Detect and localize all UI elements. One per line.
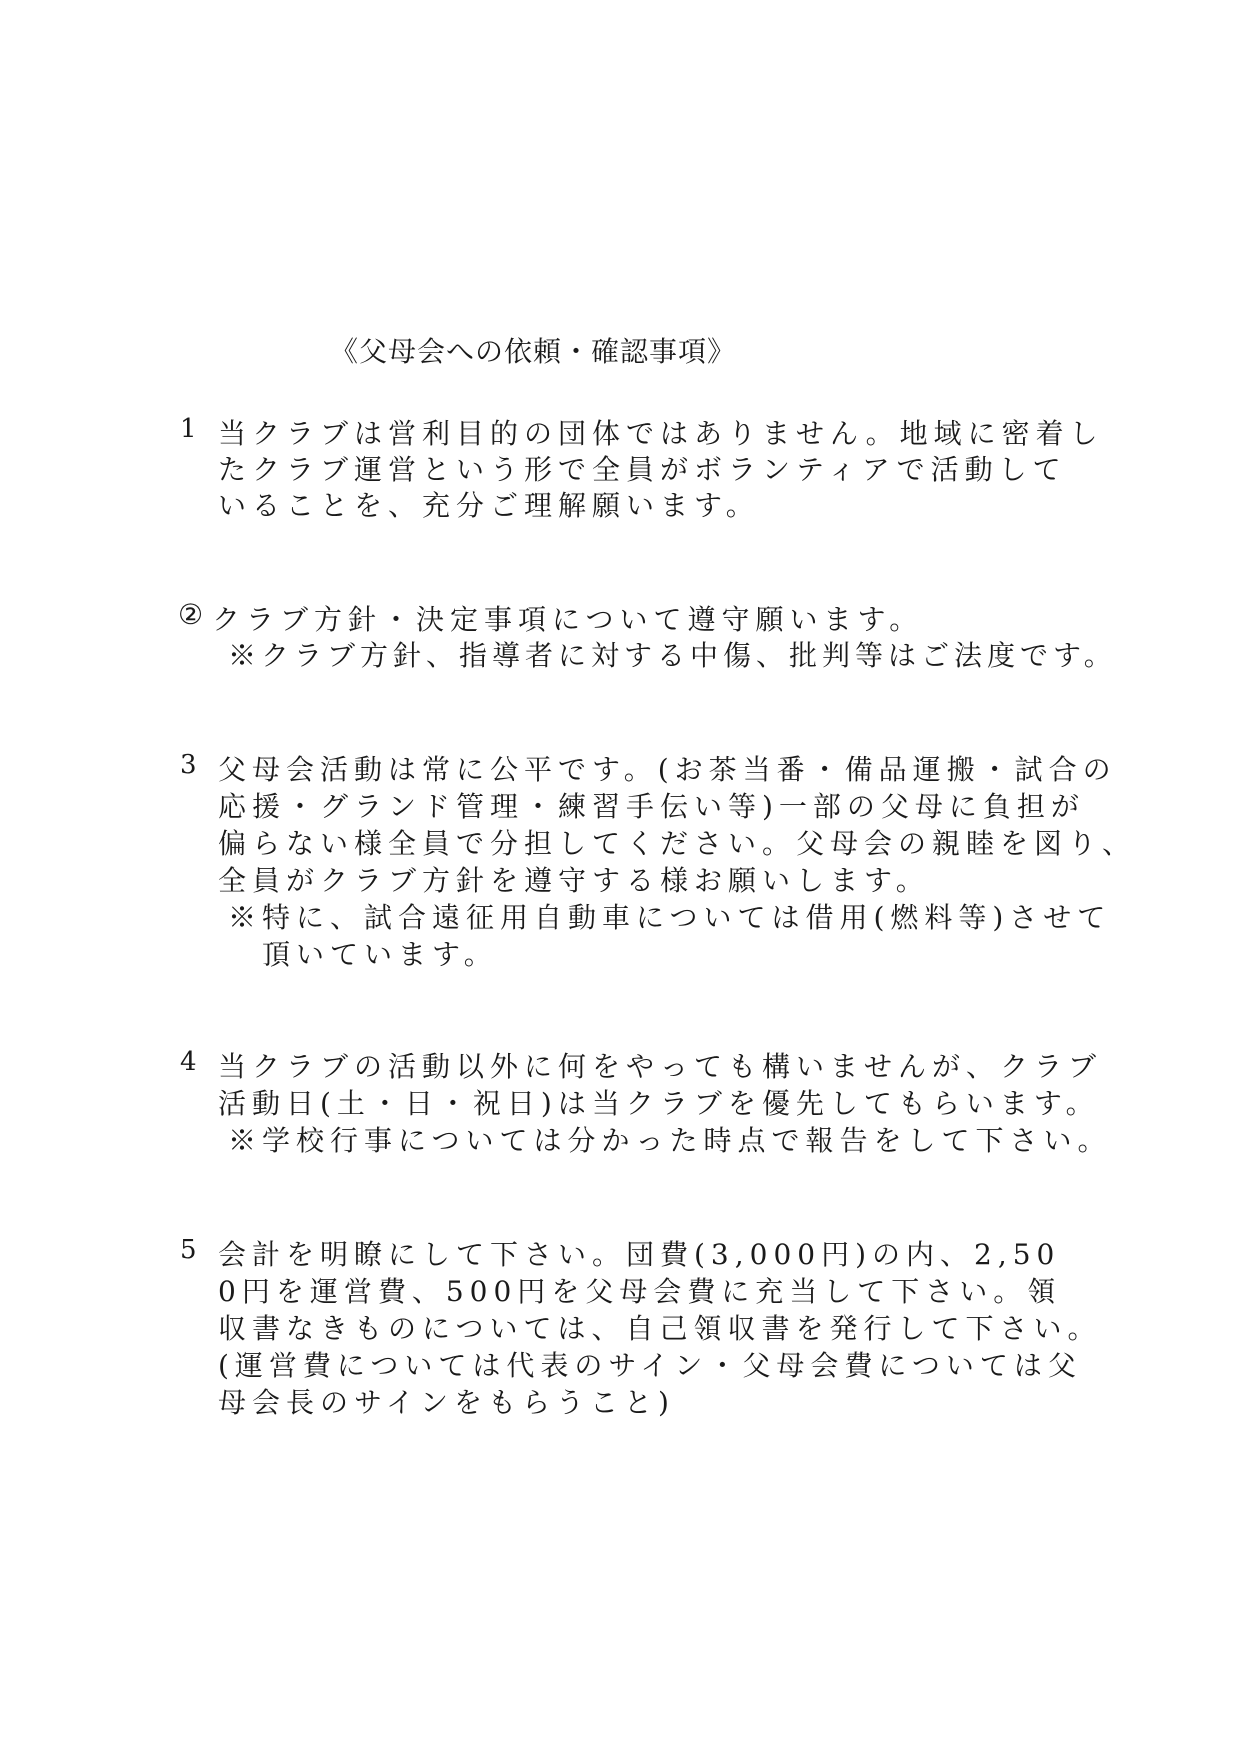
item-2-note: ※クラブ方針、指導者に対する中傷、批判等はご法度です。 xyxy=(228,639,1117,672)
item-1-number: 1 xyxy=(180,414,197,444)
item-4-note: ※学校行事については分かった時点で報告をして下さい。 xyxy=(228,1124,1112,1157)
item-4-line-2: 活動日(土・日・祝日)は当クラブを優先してもらいます。 xyxy=(218,1087,1100,1120)
item-1-line-1: 当クラブは営利目的の団体ではありません。地域に密着し xyxy=(218,417,1104,450)
item-3-line-3: 偏らない様全員で分担してください。父母会の親睦を図り、 xyxy=(218,827,1137,860)
item-1-line-3: いることを、充分ご理解願います。 xyxy=(218,489,760,522)
item-5-line-5: 母会長のサインをもらうこと) xyxy=(218,1386,675,1419)
item-2-number: ② xyxy=(178,598,204,631)
item-3-number: 3 xyxy=(180,750,197,780)
item-4-number: 4 xyxy=(180,1047,197,1077)
item-5-line-1: 会計を明瞭にして下さい。団費(3,000円)の内、2,50 xyxy=(218,1238,1061,1271)
item-5-line-4: (運営費については代表のサイン・父母会費については父 xyxy=(218,1349,1082,1382)
item-5-line-2: 0円を運営費、500円を父母会費に充当して下さい。領 xyxy=(218,1275,1062,1308)
item-1-line-2: たクラブ運営という形で全員がボランティアで活動して xyxy=(218,453,1067,486)
item-3-line-4: 全員がクラブ方針を遵守する様お願いします。 xyxy=(218,864,930,897)
item-3-note-cont: 頂いています。 xyxy=(262,938,498,971)
item-3-note: ※特に、試合遠征用自動車については借用(燃料等)させて xyxy=(228,901,1112,934)
item-5-number: 5 xyxy=(180,1235,197,1265)
item-3-line-2: 応援・グランド管理・練習手伝い等)一部の父母に負担が xyxy=(218,790,1085,823)
item-3-line-1: 父母会活動は常に公平です。(お茶当番・備品運搬・試合の xyxy=(218,753,1117,786)
item-2-line-1: クラブ方針・決定事項について遵守願います。 xyxy=(212,603,924,636)
item-4-line-1: 当クラブの活動以外に何をやっても構いませんが、クラブ xyxy=(218,1050,1103,1083)
item-5-line-3: 収書なきものについては、自己領収書を発行して下さい。 xyxy=(218,1312,1102,1345)
document-title: 《父母会への依頼・確認事項》 xyxy=(330,335,737,368)
